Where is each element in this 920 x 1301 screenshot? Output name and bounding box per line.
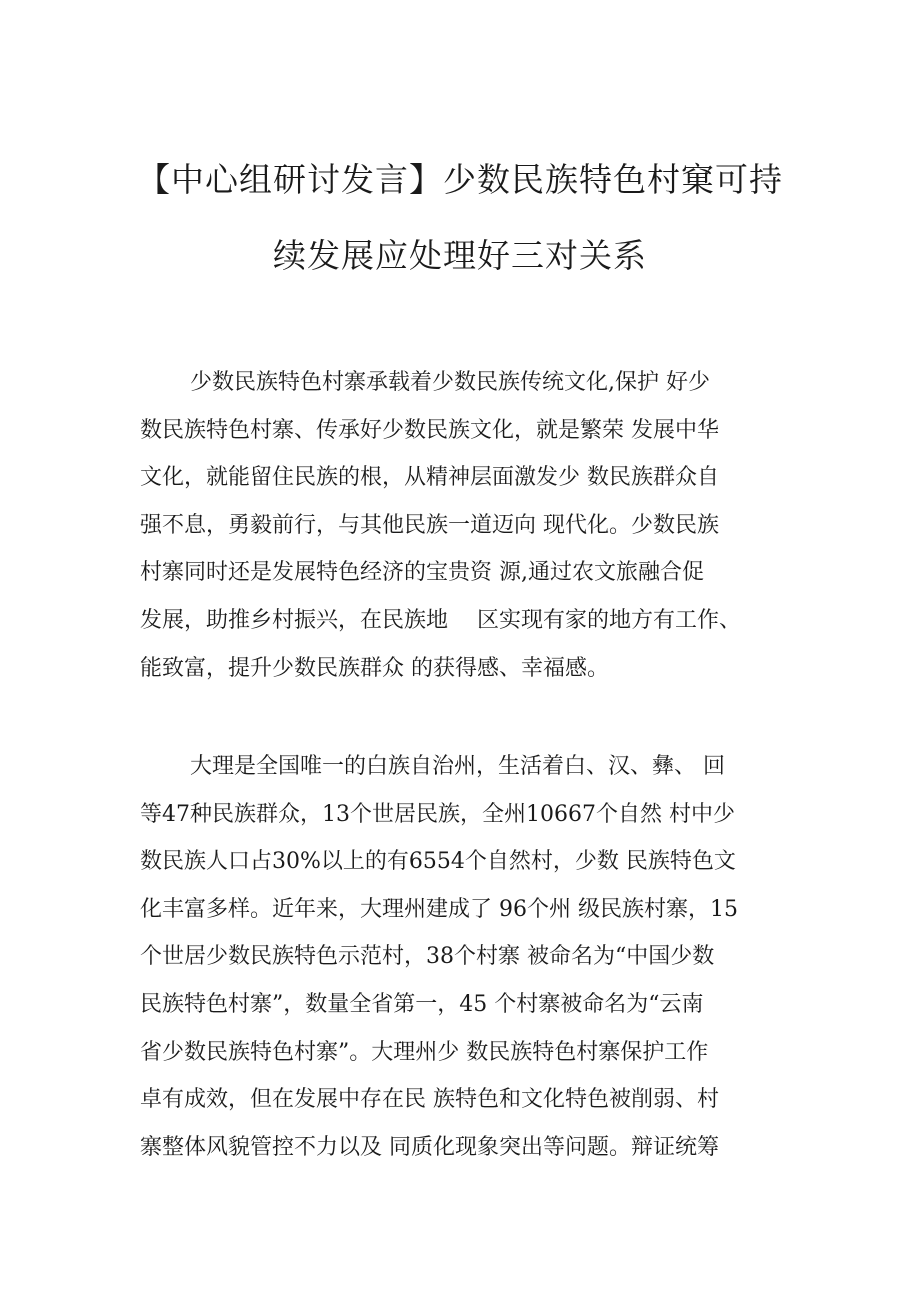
document-title-line-2: 续发展应处理好三对关系 <box>273 236 647 275</box>
paragraph-line: 少数民族特色村寨承载着少数民族传统文化,保护 好少 <box>190 370 710 395</box>
paragraph-line: 化丰富多样。近年来，大理州建成了 96个州 级民族村寨，15 <box>140 896 738 922</box>
paragraph-line: 寨整体风貌管控不力以及 同质化现象突出等问题。辩证统筹 <box>140 1134 719 1160</box>
paragraph-2 <box>140 743 800 1171</box>
paragraph-line: 能致富，提升少数民族群众 的获得感、幸福感。 <box>140 655 609 681</box>
paragraph-line: 数民族特色村寨、传承好少数民族文化，就是繁荣 发展中华 <box>140 417 719 443</box>
paragraph-line: 卓有成效，但在发展中存在民 族特色和文化特色被削弱、村 <box>140 1087 719 1113</box>
paragraph-line: 等47种民族群众，13个世居民族，全州10667个自然 村中少 <box>140 801 735 827</box>
paragraph-line: 省少数民族特色村寨”。大理州少 数民族特色村寨保护工作 <box>140 1039 709 1065</box>
paragraph-line: 文化，就能留住民族的根，从精神层面激发少 数民族群众自 <box>140 465 719 491</box>
paragraph-line: 强不息，勇毅前行，与其他民族一道迈向 现代化。少数民族 <box>140 512 719 538</box>
paragraph-line: 数民族人口占30%以上的有6554个自然村，少数 民族特色文 <box>140 849 736 875</box>
document-title-line-1: 【中心组研讨发言】少数民族特色村窠可持 <box>137 160 783 199</box>
paragraph-line: 村寨同时还是发展特色经济的宝贵资 源,通过农文旅融合促 <box>140 560 704 586</box>
paragraph-line: 民族特色村寨”，数量全省第一，45 个村寨被命名为“云南 <box>140 991 704 1017</box>
paragraph-line: 大理是全国唯一的白族自治州，生活着白、汉、彝、 回 <box>190 754 725 779</box>
paragraph-1 <box>140 359 800 692</box>
paragraph-line: 个世居少数民族特色示范村，38个村寨 被命名为“中国少数 <box>140 944 715 970</box>
paragraph-line: 发展，助推乡村振兴，在民族地 区实现有家的地方有工作、 <box>140 607 741 633</box>
